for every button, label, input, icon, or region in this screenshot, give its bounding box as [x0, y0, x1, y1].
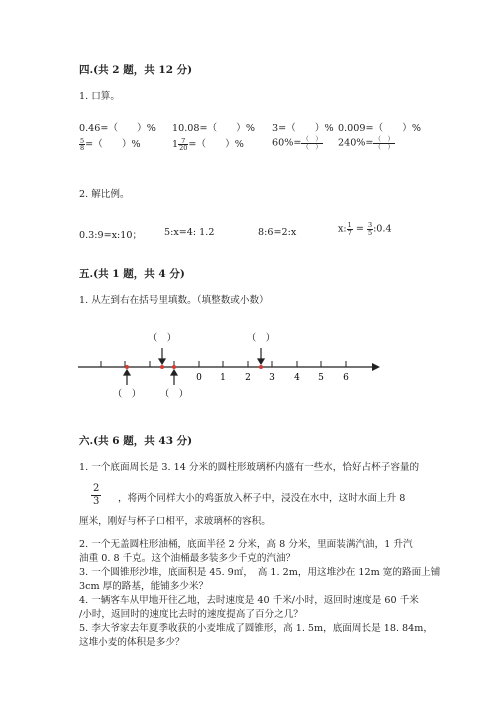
- fraction-blank: $\frac{( )}{( )}$: [374, 135, 394, 151]
- number-line-arrowhead: [372, 363, 380, 371]
- calc-10-08: 10.08=（ ）%: [172, 123, 255, 134]
- blank-bottom-2: （ ）: [159, 389, 189, 400]
- point-marker-3: [172, 365, 176, 369]
- blank-top-2: （ ）: [246, 333, 276, 344]
- arrow-down-1-head: [159, 359, 165, 364]
- q4-line1: 4. 一辆客车从甲地开往乙地，去时速度是 40 千米/小时，返回时速度是 60 千米: [79, 595, 419, 606]
- q1-line1: 1. 一个底面周长是 3. 14 分米的圆柱形玻璃杯内盛有一些水，恰好占杯子容量的: [79, 462, 420, 473]
- q5-line2: 这堆小麦的体积是多少？: [79, 637, 185, 648]
- arrow-up-1-head: [124, 370, 130, 375]
- section-6-title: 六.(共 6 题，共 43 分): [79, 435, 193, 447]
- fraction-3-5: $\frac{3}{5}$: [367, 221, 373, 237]
- q2-line1: 2. 一个无盖圆柱形油桶，底面半径 2 分米，高 8 分米，里面装满汽油，1 升汽: [79, 539, 413, 550]
- fraction-5-8: $\frac{5}{8}$: [80, 136, 85, 152]
- calc-3: 3=（ ）%: [272, 123, 334, 134]
- q4-line2: /小时，返回时的速度比去时的速度提高了百分之几？: [79, 609, 303, 620]
- q2-label: 2. 解比例。: [79, 189, 130, 200]
- fraction-2-3: $\frac{2}{3}$: [93, 483, 100, 507]
- q1-label: 1. 口算。: [79, 91, 120, 102]
- section-5-q1: 1. 从左到右在括号里填数。（填整数或小数）: [79, 295, 269, 306]
- point-marker-2: [160, 365, 164, 369]
- blank-bottom-1: （ ）: [112, 389, 142, 400]
- calc-0-46: 0.46=（ ）%: [79, 123, 156, 134]
- calc-60-percent: 60%= $\frac{( )}{( )}$: [272, 135, 322, 151]
- q5-line1: 5. 李大爷家去年夏季收获的小麦堆成了圆锥形，高 1. 5m，底面周长是 18. 84m，: [79, 623, 433, 634]
- number-line-diagram: [70, 325, 390, 405]
- q1-line3: 厘米，刚好与杯子口相平，求玻璃杯的容积。: [79, 516, 271, 527]
- calc-5-8: $\frac{5}{8}$ =（ ）%: [80, 136, 141, 152]
- tick-label-6: 6: [343, 373, 349, 383]
- tick-label-3: 3: [269, 373, 275, 383]
- arrow-down-2-head: [258, 359, 264, 364]
- q3-line2: 3cm 厚的路基，能铺多少米？: [79, 581, 209, 592]
- tick-label-1: 1: [220, 373, 226, 383]
- blank-top-1: （ ）: [147, 333, 177, 344]
- arrow-up-2-head: [171, 370, 177, 375]
- fraction-1-7: $\frac{1}{7}$: [347, 221, 352, 237]
- calc-240-percent: 240%= $\frac{( )}{( )}$: [338, 135, 394, 151]
- calc-1-7-20: 1 $\frac{7}{20}$ =（ ）%: [172, 136, 244, 152]
- calc-0-009: 0.009=（ ）%: [338, 123, 421, 134]
- tick-label-0: 0: [196, 373, 202, 383]
- q1-fraction: [91, 483, 101, 508]
- tick-label-5: 5: [318, 373, 324, 383]
- point-marker-1: [125, 365, 129, 369]
- proportion-a: 0.3:9=x:10；: [79, 230, 143, 241]
- q3-line1: 3. 一个圆锥形沙堆，底面积是 45. 9㎡， 高 1. 2m，用这堆沙在 12m 宽的路面上铺: [79, 567, 441, 578]
- tick-label-2: 2: [245, 373, 251, 383]
- point-marker-4: [259, 365, 263, 369]
- proportion-c: 8:6=2:x: [258, 227, 297, 238]
- proportion-b: 5:x=4: 1.2: [164, 227, 215, 238]
- tick-label-4: 4: [294, 373, 300, 383]
- section-5-title: 五.(共 1 题，共 4 分): [79, 268, 185, 280]
- fraction-blank: $\frac{( )}{( )}$: [302, 135, 322, 151]
- section-4-title: 四.(共 2 题，共 12 分): [79, 64, 193, 76]
- proportion-d: x: $\frac{1}{7}$ = $\frac{3}{5}$ :0.4: [338, 221, 392, 237]
- fraction-7-20: $\frac{7}{20}$: [179, 136, 188, 152]
- q2-line2: 油重 0. 8 千克。这个油桶最多装多少千克的汽油？: [79, 553, 296, 564]
- q1-line2: ，将两个同样大小的鸡蛋放入杯子中，浸没在水中，这时水面上升 8: [118, 493, 406, 504]
